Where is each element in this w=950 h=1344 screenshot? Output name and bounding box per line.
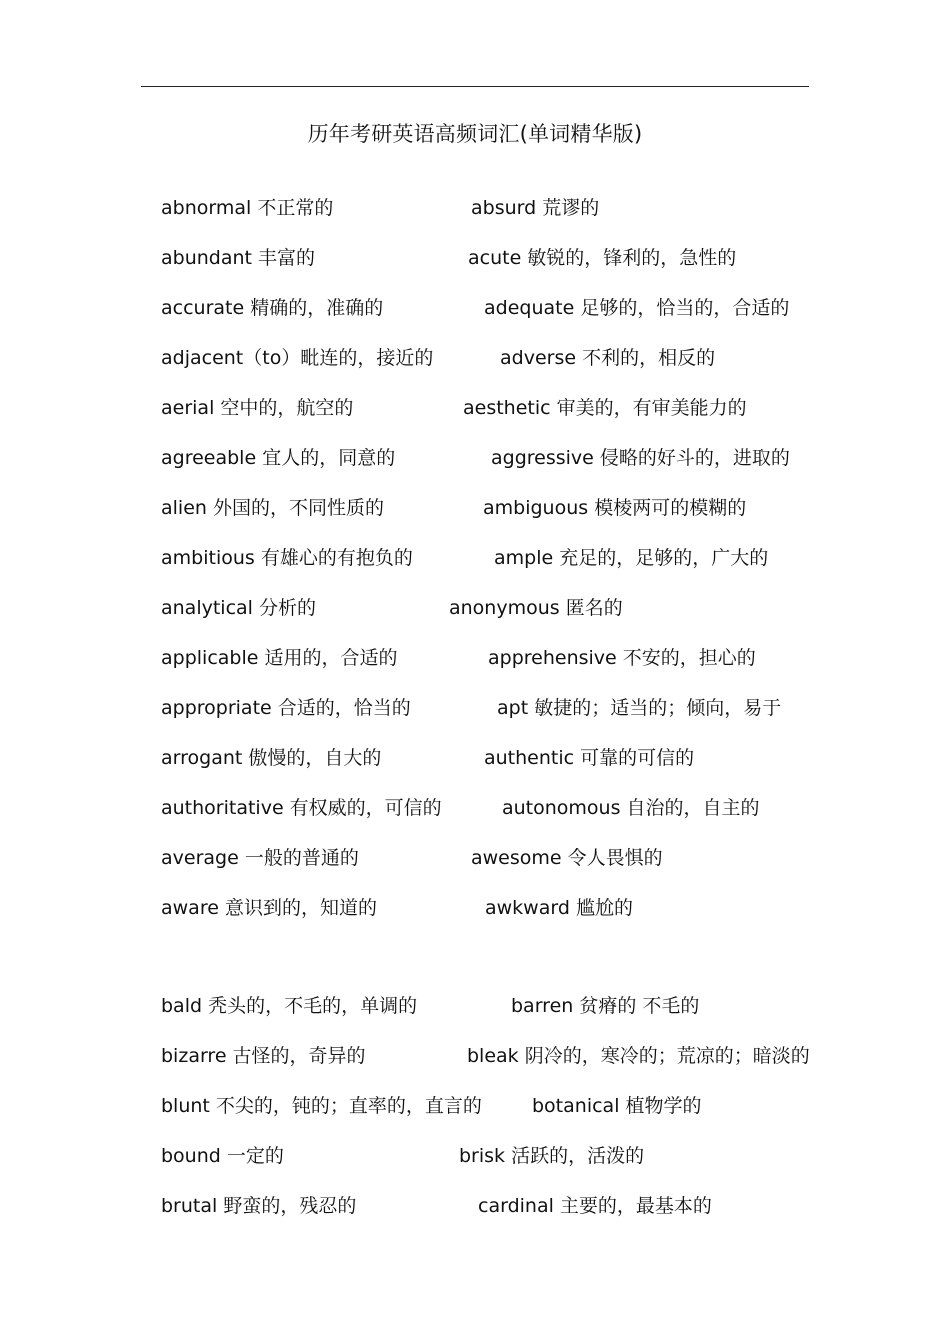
vocab-entry-right: awesome 令人畏惧的	[471, 847, 663, 869]
vocab-row	[0, 1194, 950, 1218]
page-title: 历年考研英语高频词汇(单词精华版)	[307, 122, 643, 146]
vocab-entry-left: ambitious 有雄心的有抱负的	[161, 547, 413, 569]
vocab-entry-right: acute 敏锐的，锋利的，急性的	[468, 247, 737, 269]
vocab-row	[0, 196, 950, 220]
vocab-row	[0, 1094, 950, 1118]
vocab-entry-left: bound 一定的	[161, 1145, 284, 1167]
vocab-entry-right: apprehensive 不安的，担心的	[488, 647, 756, 669]
vocab-row	[0, 1044, 950, 1068]
vocab-entry-right: ample 充足的，足够的，广大的	[494, 547, 769, 569]
vocab-entry-right: aggressive 侵略的好斗的，进取的	[491, 447, 790, 469]
vocab-row	[0, 546, 950, 570]
vocab-row	[0, 396, 950, 420]
vocab-entry-left: accurate 精确的，准确的	[161, 297, 384, 319]
vocab-entry-right: bleak 阴冷的，寒冷的；荒凉的；暗淡的	[467, 1045, 810, 1067]
vocab-row	[0, 1144, 950, 1168]
vocab-row	[0, 296, 950, 320]
vocab-entry-right: anonymous 匿名的	[449, 597, 623, 619]
vocab-entry-right: brisk 活跃的，活泼的	[459, 1145, 645, 1167]
vocab-entry-left: bizarre 古怪的，奇异的	[161, 1045, 366, 1067]
vocab-entry-left: agreeable 宜人的，同意的	[161, 447, 396, 469]
vocab-entry-right: barren 贫瘠的 不毛的	[511, 995, 700, 1017]
vocab-row	[0, 896, 950, 920]
vocab-entry-left: authoritative 有权威的，可信的	[161, 797, 442, 819]
vocab-entry-right: absurd 荒谬的	[471, 197, 600, 219]
vocab-row	[0, 446, 950, 470]
vocab-entry-left: aware 意识到的，知道的	[161, 897, 377, 919]
vocab-entry-left: alien 外国的，不同性质的	[161, 497, 384, 519]
vocab-entry-right: adequate 足够的，恰当的，合适的	[484, 297, 790, 319]
vocab-row	[0, 846, 950, 870]
vocab-row	[0, 646, 950, 670]
vocab-entry-right: autonomous 自治的，自主的	[502, 797, 760, 819]
vocab-row	[0, 696, 950, 720]
vocab-entry-left: bald 秃头的，不毛的，单调的	[161, 995, 418, 1017]
vocab-entry-left: abundant 丰富的	[161, 247, 316, 269]
vocab-entry-right: aesthetic 审美的，有审美能力的	[463, 397, 747, 419]
vocab-row	[0, 596, 950, 620]
vocab-entry-left: applicable 适用的，合适的	[161, 647, 398, 669]
vocab-row	[0, 346, 950, 370]
vocab-entry-right: cardinal 主要的，最基本的	[478, 1195, 712, 1217]
vocab-entry-right: awkward 尴尬的	[485, 897, 633, 919]
vocab-row	[0, 994, 950, 1018]
vocab-row	[0, 246, 950, 270]
vocab-row	[0, 496, 950, 520]
vocab-entry-left: brutal 野蛮的，残忍的	[161, 1195, 357, 1217]
vocab-entry-left: arrogant 傲慢的，自大的	[161, 747, 382, 769]
vocab-entry-right: adverse 不利的，相反的	[500, 347, 716, 369]
vocab-entry-left: blunt 不尖的，钝的；直率的，直言的	[161, 1095, 482, 1117]
vocab-entry-right: ambiguous 模棱两可的模糊的	[483, 497, 747, 519]
vocab-entry-left: appropriate 合适的，恰当的	[161, 697, 411, 719]
vocab-entry-right: authentic 可靠的可信的	[484, 747, 695, 769]
vocab-entry-right: apt 敏捷的；适当的；倾向，易于	[497, 697, 782, 719]
vocab-row	[0, 746, 950, 770]
vocab-entry-right: botanical 植物学的	[532, 1095, 702, 1117]
vocab-entry-left: aerial 空中的，航空的	[161, 397, 354, 419]
vocab-entry-left: abnormal 不正常的	[161, 197, 334, 219]
vocab-entry-left: average 一般的普通的	[161, 847, 359, 869]
vocab-entry-left: adjacent（to）毗连的，接近的	[161, 347, 434, 369]
vocab-row	[0, 796, 950, 820]
vocab-entry-left: analytical 分析的	[161, 597, 316, 619]
